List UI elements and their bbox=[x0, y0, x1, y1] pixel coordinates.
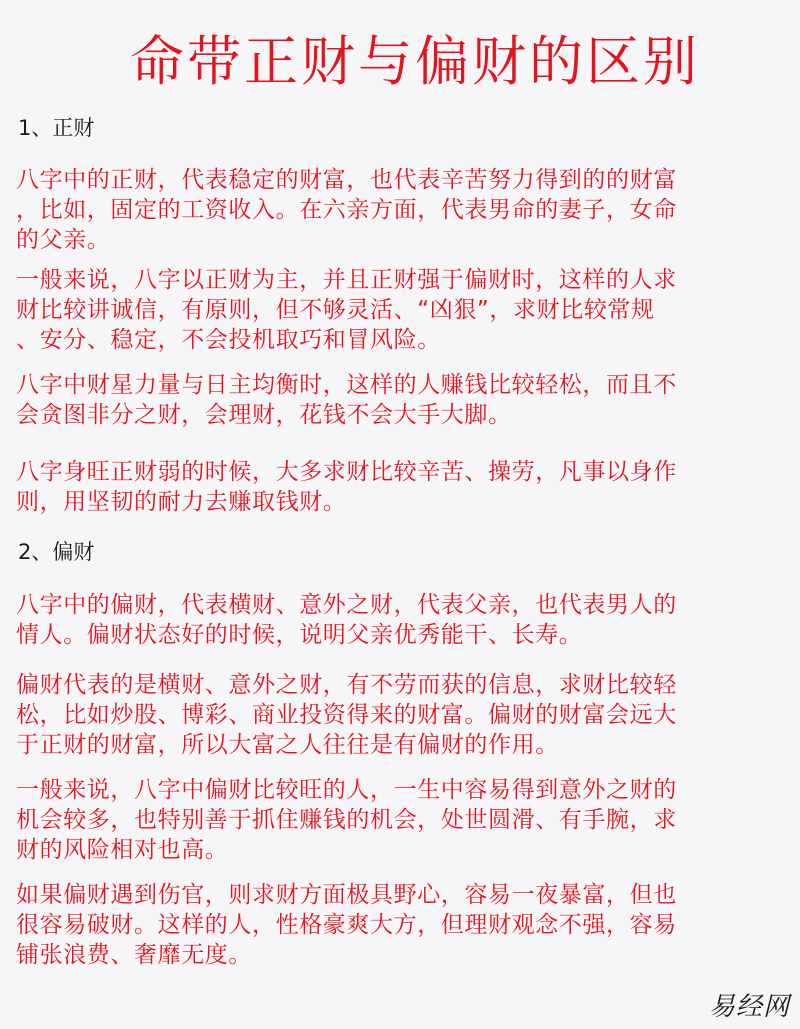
paragraph-line: 八字中的正财，代表稳定的财富，也代表辛苦努力得到的的财富 bbox=[16, 167, 677, 193]
section-heading-piancai: 2、偏财 bbox=[18, 540, 95, 564]
paragraph-line: 的父亲。 bbox=[16, 227, 111, 253]
paragraph bbox=[16, 265, 778, 355]
paragraph-line: 财的风险相对也高。 bbox=[16, 837, 229, 863]
paragraph-line: 一般来说，八字中偏财比较旺的人，一生中容易得到意外之财的 bbox=[16, 777, 677, 803]
paragraph-line: 很容易破财。这样的人，性格豪爽大方，但理财观念不强，容易 bbox=[16, 912, 677, 938]
paragraph bbox=[16, 670, 778, 760]
paragraph-line: ，比如，固定的工资收入。在六亲方面，代表男命的妻子，女命 bbox=[16, 197, 677, 223]
paragraph-line: 八字中财星力量与日主均衡时，这样的人赚钱比较轻松，而且不 bbox=[16, 372, 677, 398]
paragraph-line: 如果偏财遇到伤官，则求财方面极具野心，容易一夜暴富，但也 bbox=[16, 882, 677, 908]
page-title: 命带正财与偏财的区别 bbox=[130, 30, 700, 93]
paragraph-line: 一般来说，八字以正财为主，并且正财强于偏财时，这样的人求 bbox=[16, 267, 677, 293]
paragraph-line: 机会较多，也特别善于抓住赚钱的机会，处世圆滑、有手腕，求 bbox=[16, 807, 677, 833]
paragraph bbox=[16, 165, 778, 255]
paragraph-line: 铺张浪费、奢靡无度。 bbox=[16, 942, 252, 968]
paragraph-line: 会贪图非分之财，会理财，花钱不会大手大脚。 bbox=[16, 402, 512, 428]
paragraph bbox=[16, 590, 778, 650]
paragraph-line: 于正财的财富，所以大富之人往往是有偏财的作用。 bbox=[16, 732, 559, 758]
paragraph-line: 松，比如炒股、博彩、商业投资得来的财富。偏财的财富会远大 bbox=[16, 702, 677, 728]
paragraph-line: 、安分、稳定，不会投机取巧和冒风险。 bbox=[16, 327, 441, 353]
paragraph-line: 财比较讲诚信，有原则，但不够灵活、“凶狠”，求财比较常规 bbox=[16, 297, 655, 323]
paragraph bbox=[16, 880, 778, 970]
paragraph bbox=[16, 775, 778, 865]
paragraph bbox=[16, 457, 778, 517]
site-watermark: 易经网 bbox=[708, 992, 790, 1022]
paragraph-line: 偏财代表的是横财、意外之财，有不劳而获的信息，求财比较轻 bbox=[16, 672, 677, 698]
section-heading-zhengcai: 1、正财 bbox=[18, 116, 95, 140]
paragraph-line: 则，用坚韧的耐力去赚取钱财。 bbox=[16, 489, 347, 515]
paragraph bbox=[16, 370, 778, 430]
paragraph-line: 情人。偏财状态好的时候，说明父亲优秀能干、长寿。 bbox=[16, 622, 583, 648]
paragraph-line: 八字中的偏财，代表横财、意外之财，代表父亲，也代表男人的 bbox=[16, 592, 677, 618]
paragraph-line: 八字身旺正财弱的时候，大多求财比较辛苦、操劳，凡事以身作 bbox=[16, 459, 677, 485]
